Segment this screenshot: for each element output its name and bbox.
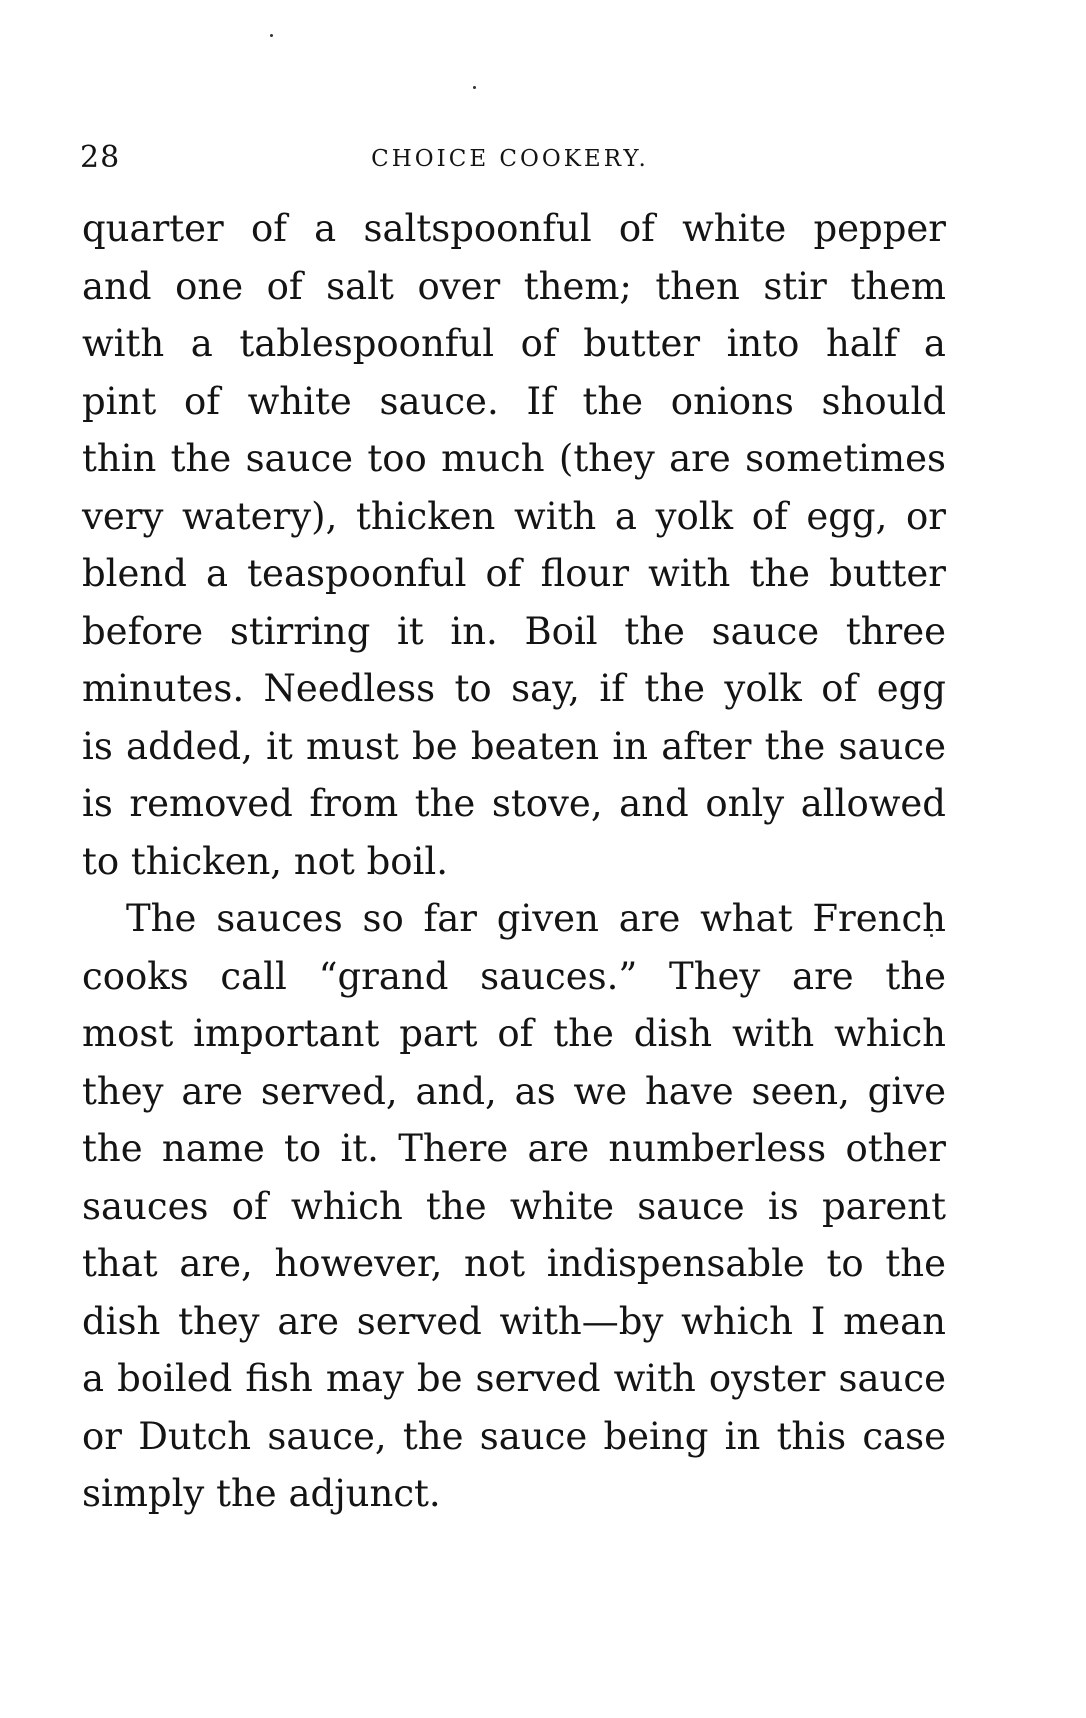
text-line: minutes. Needless to say, if the yolk of egg <box>82 667 946 710</box>
text-line: the name to it. There are numberless other <box>82 1127 946 1170</box>
text-line: that are, however, not indispensable to the <box>82 1242 946 1285</box>
text-line: is removed from the stove, and only allowed <box>82 782 946 825</box>
body-text <box>82 200 946 1523</box>
print-speck <box>473 86 476 89</box>
paragraph <box>82 890 946 1523</box>
running-title: CHOICE COOKERY. <box>371 146 649 172</box>
text-line: quarter of a saltspoonful of white pepper <box>82 207 946 250</box>
text-line: thin the sauce too much (they are sometimes <box>82 437 946 480</box>
text-line: to thicken, not boil. <box>82 839 448 883</box>
text-line: sauces of which the white sauce is parent <box>82 1184 946 1228</box>
text-line: cooks call “grand sauces.” They are the <box>82 954 946 998</box>
text-line: or Dutch sauce, the sauce being in this case <box>82 1414 946 1458</box>
text-line: pint of white sauce. If the onions should <box>82 379 946 423</box>
text-line: before stirring it in. Boil the sauce three <box>82 609 946 653</box>
text-line: simply the adjunct. <box>82 1472 441 1515</box>
text-line: and one of salt over them; then stir them <box>82 264 946 308</box>
print-speck <box>270 34 273 37</box>
running-head <box>80 140 940 184</box>
text-line: a boiled fish may be served with oyster sauce <box>82 1357 946 1400</box>
text-line: The sauces so far given are what French <box>126 897 946 940</box>
paragraph <box>82 200 946 890</box>
text-line: they are served, and, as we have seen, give <box>82 1069 946 1113</box>
text-line: blend a teaspoonful of flour with the butter <box>82 552 946 595</box>
page-number: 28 <box>80 140 121 175</box>
text-line: most important part of the dish with which <box>82 1012 946 1055</box>
text-line: with a tablespoonful of butter into half a <box>82 322 946 365</box>
text-line: is added, it must be beaten in after the sauce <box>82 724 946 768</box>
text-line: dish they are served with—by which I mean <box>82 1299 946 1343</box>
text-line: very watery), thicken with a yolk of egg, or <box>82 494 946 538</box>
